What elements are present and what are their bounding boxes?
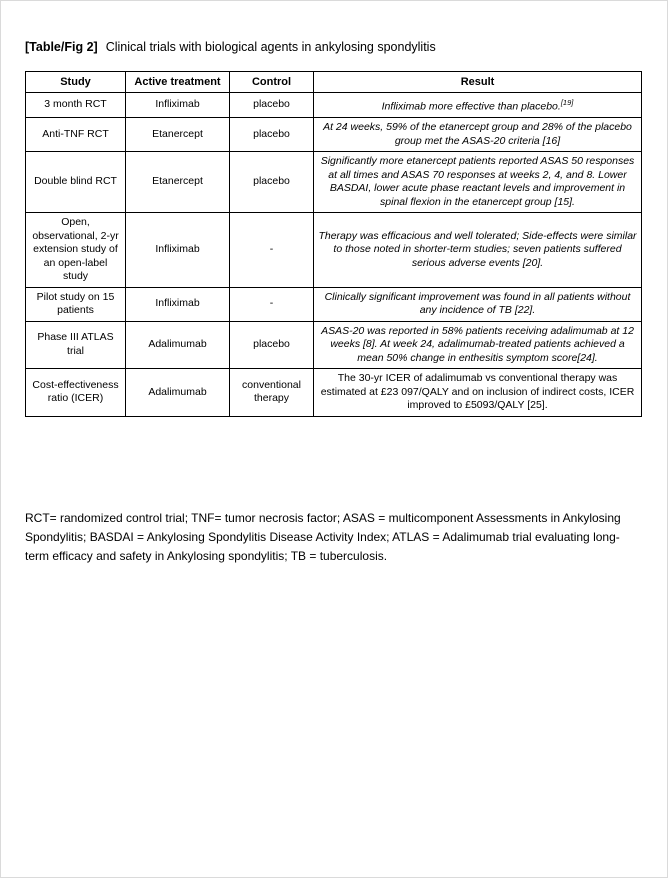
cell-control: placebo (230, 93, 314, 118)
cell-control: - (230, 287, 314, 321)
table-caption (25, 39, 641, 55)
table-row (26, 321, 642, 369)
cell-control: - (230, 213, 314, 288)
cell-control: placebo (230, 118, 314, 152)
cell-control: placebo (230, 152, 314, 213)
cell-result: At 24 weeks, 59% of the etanercept group and 28% of the placebo group met the ASAS-20 criteria [16] (314, 118, 642, 152)
cell-treatment: Infliximab (126, 213, 230, 288)
cell-result: ASAS-20 was reported in 58% patients receiving adalimumab at 12 weeks [8]. At week 24, adalimumab-treated patients achieved a mean 50% change in enthesitis symptom score[24]. (314, 321, 642, 369)
table-row (26, 118, 642, 152)
cell-study: Pilot study on 15 patients (26, 287, 126, 321)
table-row (26, 287, 642, 321)
caption-tag: [Table/Fig 2] (25, 40, 98, 54)
cell-study: Cost-effectiveness ratio (ICER) (26, 369, 126, 417)
cell-result: Clinically significant improvement was found in all patients without any incidence of TB [22]. (314, 287, 642, 321)
cell-treatment: Infliximab (126, 93, 230, 118)
cell-result: Therapy was efficacious and well tolerated; Side-effects were similar to those noted in shorter-term studies; seven patients suffered serious adverse events [20]. (314, 213, 642, 288)
table-row (26, 93, 642, 118)
table-footnote: RCT= randomized control trial; TNF= tumor necrosis factor; ASAS = multicomponent Assessments in Ankylosing Spondylitis; BASDAI = Ankylosing Spondylitis Disease Activity Index; ATLAS = Adalimumab trial evaluating long-term efficacy and safety in Ankylosing spondylitis; TB = tuberculosis. (25, 511, 621, 563)
table-header-row (26, 72, 642, 93)
cell-treatment: Etanercept (126, 118, 230, 152)
table-row (26, 369, 642, 417)
cell-result (314, 93, 642, 118)
cell-study: Open, observational, 2-yr extension study of an open-label study (26, 213, 126, 288)
column-header-result: Result (314, 72, 642, 93)
cell-treatment: Adalimumab (126, 321, 230, 369)
table-row (26, 213, 642, 288)
cell-result: The 30-yr ICER of adalimumab vs conventional therapy was estimated at £23 097/QALY and on inclusion of indirect costs, ICER improved to £5093/QALY [25]. (314, 369, 642, 417)
cell-treatment: Adalimumab (126, 369, 230, 417)
column-header-active-treatment: Active treatment (126, 72, 230, 93)
column-header-control: Control (230, 72, 314, 93)
cell-result: Significantly more etanercept patients reported ASAS 50 responses at all times and ASAS 70 responses at weeks 2, 4, and 8. Lower BASDAI, lower acute phase reactant levels and improvement in spinal flexion in the etanercept group [15]. (314, 152, 642, 213)
cell-study: 3 month RCT (26, 93, 126, 118)
cell-treatment: Etanercept (126, 152, 230, 213)
cell-study: Double blind RCT (26, 152, 126, 213)
table-row (26, 152, 642, 213)
column-header-study: Study (26, 72, 126, 93)
cell-control: placebo (230, 321, 314, 369)
cell-study: Anti-TNF RCT (26, 118, 126, 152)
cell-control: conventional therapy (230, 369, 314, 417)
result-reference: [19] (560, 98, 574, 107)
clinical-trials-table (25, 71, 642, 417)
caption-text: Clinical trials with biological agents in ankylosing spondylitis (105, 40, 436, 54)
result-text: Infliximab more effective than placebo. (381, 100, 561, 113)
cell-study: Phase III ATLAS trial (26, 321, 126, 369)
cell-treatment: Infliximab (126, 287, 230, 321)
